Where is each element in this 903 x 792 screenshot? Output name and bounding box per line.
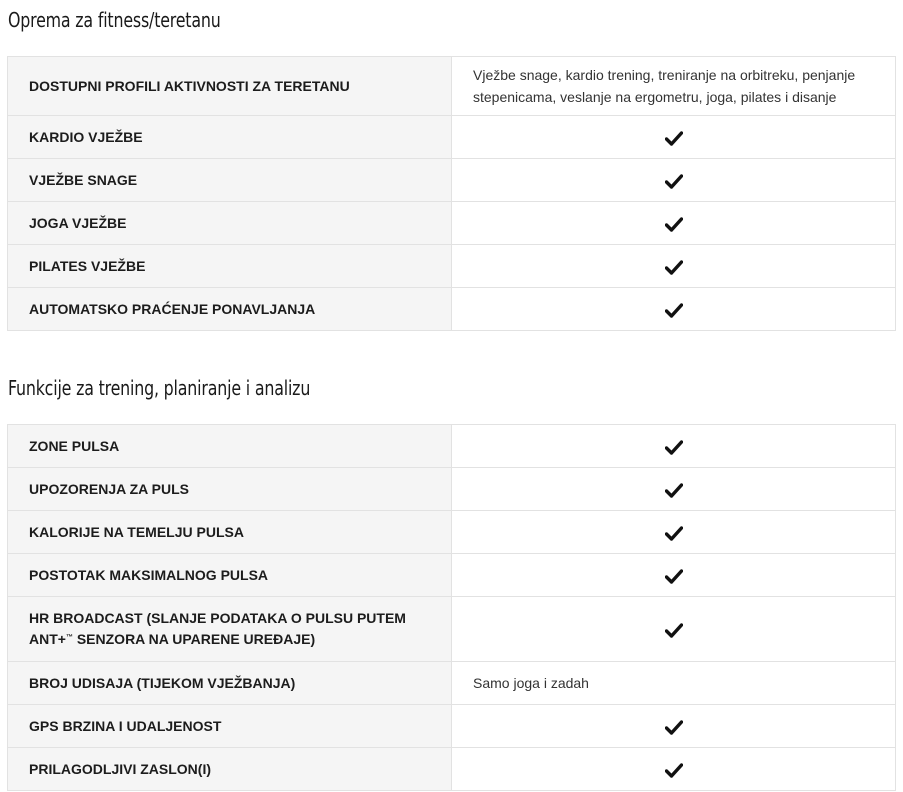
row-value: Samo joga i zadah bbox=[452, 662, 896, 705]
checkmark-icon bbox=[665, 623, 683, 638]
row-value bbox=[452, 288, 896, 331]
row-value: Vježbe snage, kardio trening, treniranje na orbitreku, penjanje stepenicama, veslanje na ergometru, joga, pilates i disanje bbox=[452, 57, 896, 116]
row-label: DOSTUPNI PROFILI AKTIVNOSTI ZA TERETANU bbox=[8, 57, 452, 116]
table-row bbox=[8, 245, 896, 288]
table-row bbox=[8, 705, 896, 748]
row-value bbox=[452, 159, 896, 202]
row-value bbox=[452, 554, 896, 597]
fitness-spec-table bbox=[7, 56, 896, 331]
row-value bbox=[452, 705, 896, 748]
row-label: BROJ UDISAJA (TIJEKOM VJEŽBANJA) bbox=[8, 662, 452, 705]
table-row bbox=[8, 288, 896, 331]
row-label: GPS BRZINA I UDALJENOST bbox=[8, 705, 452, 748]
checkmark-icon bbox=[665, 131, 683, 146]
row-value bbox=[452, 116, 896, 159]
row-label: PRILAGODLJIVI ZASLON(I) bbox=[8, 748, 452, 791]
table-row bbox=[8, 662, 896, 705]
table-row bbox=[8, 57, 896, 116]
row-label: UPOZORENJA ZA PULS bbox=[8, 468, 452, 511]
table-row bbox=[8, 554, 896, 597]
table-row bbox=[8, 202, 896, 245]
checkmark-icon bbox=[665, 763, 683, 778]
row-value bbox=[452, 511, 896, 554]
checkmark-icon bbox=[665, 569, 683, 584]
checkmark-icon bbox=[665, 174, 683, 189]
row-label: VJEŽBE SNAGE bbox=[8, 159, 452, 202]
checkmark-icon bbox=[665, 440, 683, 455]
table-row bbox=[8, 468, 896, 511]
training-spec-table bbox=[7, 424, 896, 791]
checkmark-icon bbox=[665, 217, 683, 232]
row-value bbox=[452, 425, 896, 468]
row-value bbox=[452, 202, 896, 245]
table-row bbox=[8, 159, 896, 202]
row-value bbox=[452, 245, 896, 288]
trademark-symbol: ™ bbox=[65, 634, 73, 641]
row-label-part: SENZORA NA UPARENE UREĐAJE) bbox=[72, 631, 316, 647]
table-row bbox=[8, 597, 896, 662]
row-label bbox=[8, 597, 452, 662]
row-label-part: HR BROADCAST (SLANJE PODATAKA O PULSU PUTEM ANT+ bbox=[29, 610, 406, 647]
table-row bbox=[8, 511, 896, 554]
section-title-training: Funkcije za trening, planiranje i analizu bbox=[8, 376, 311, 400]
row-label: JOGA VJEŽBE bbox=[8, 202, 452, 245]
checkmark-icon bbox=[665, 483, 683, 498]
row-value bbox=[452, 468, 896, 511]
row-label: ZONE PULSA bbox=[8, 425, 452, 468]
checkmark-icon bbox=[665, 526, 683, 541]
row-label: POSTOTAK MAKSIMALNOG PULSA bbox=[8, 554, 452, 597]
checkmark-icon bbox=[665, 303, 683, 318]
table-row bbox=[8, 748, 896, 791]
row-label: KARDIO VJEŽBE bbox=[8, 116, 452, 159]
checkmark-icon bbox=[665, 260, 683, 275]
row-value bbox=[452, 597, 896, 662]
table-row bbox=[8, 425, 896, 468]
row-value bbox=[452, 748, 896, 791]
row-label: KALORIJE NA TEMELJU PULSA bbox=[8, 511, 452, 554]
row-label: AUTOMATSKO PRAĆENJE PONAVLJANJA bbox=[8, 288, 452, 331]
section-title-fitness: Oprema za fitness/teretanu bbox=[8, 8, 221, 32]
checkmark-icon bbox=[665, 720, 683, 735]
row-label: PILATES VJEŽBE bbox=[8, 245, 452, 288]
table-row bbox=[8, 116, 896, 159]
